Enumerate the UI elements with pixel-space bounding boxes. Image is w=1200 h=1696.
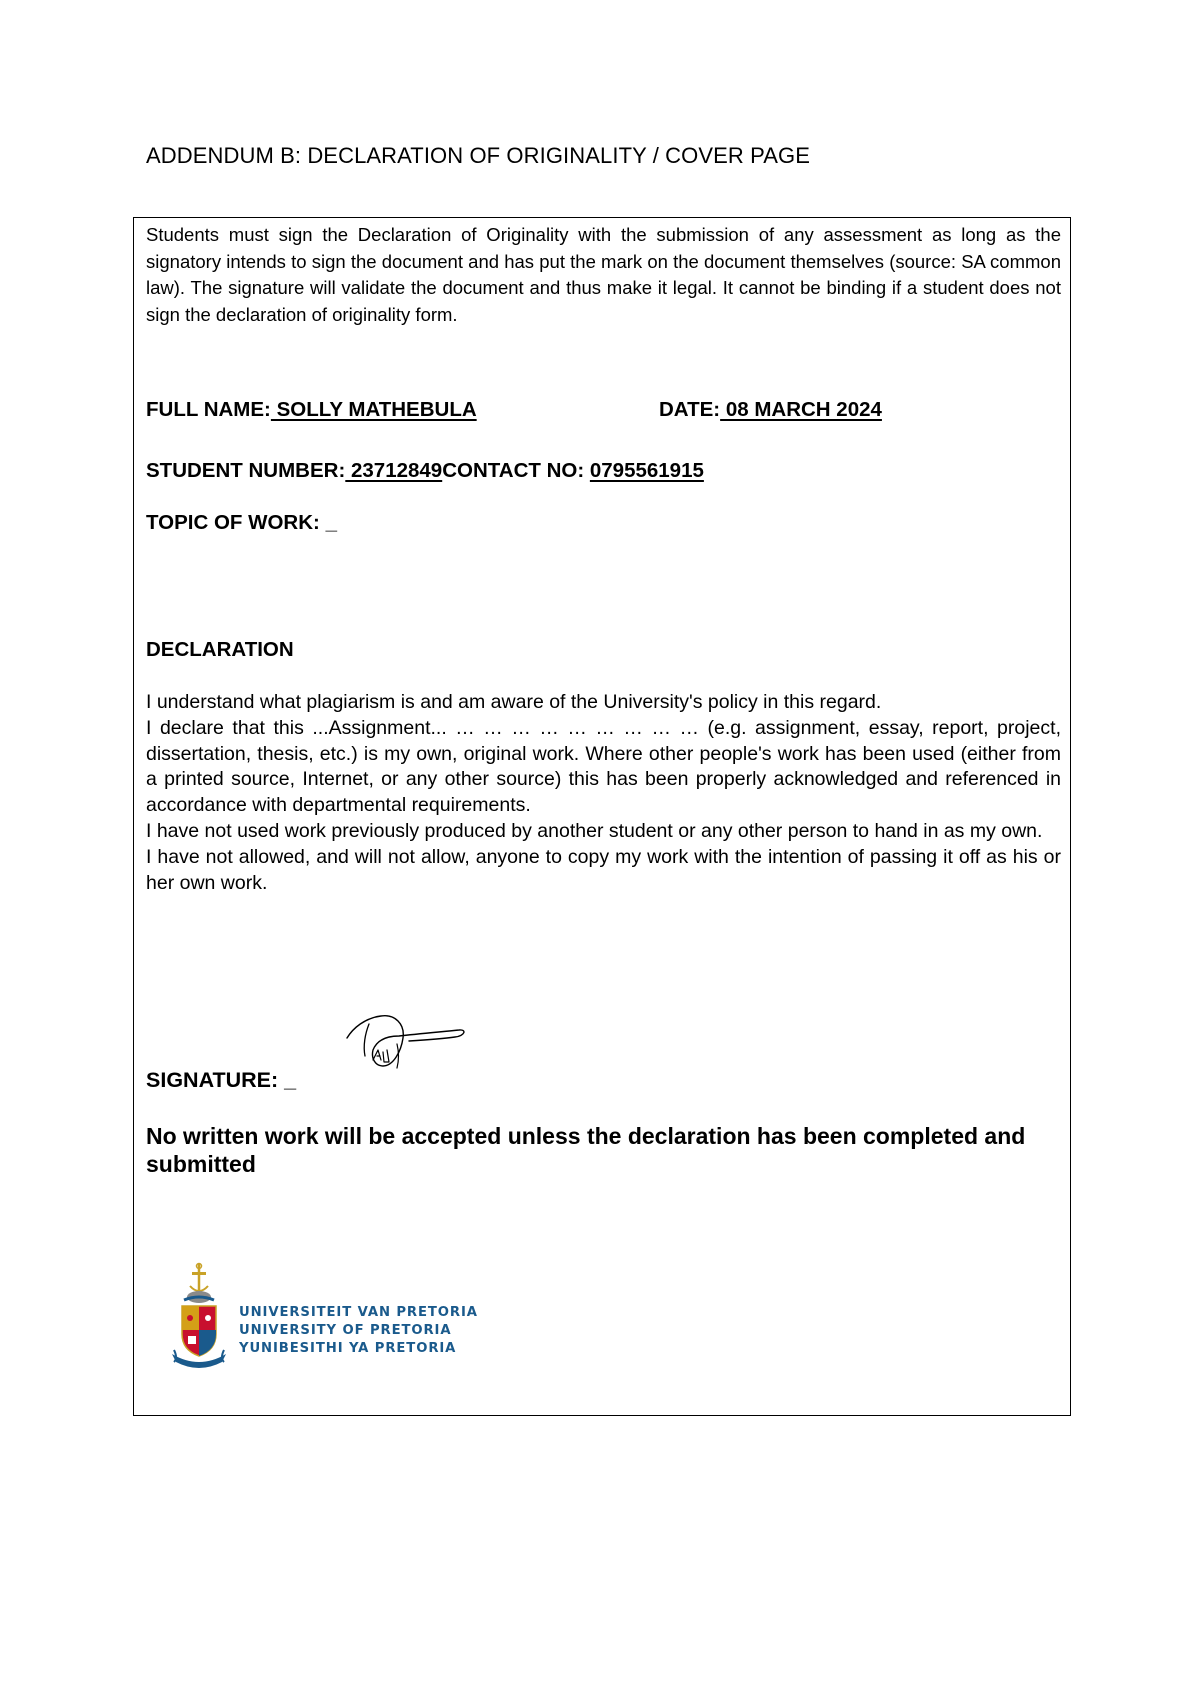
intro-paragraph: Students must sign the Declaration of Originality with the submission of any assessment as long as the signatory intends to sign the document and has put the mark on the document themselves (source: SA common law). The signature will validate the document and thus make it legal. It cannot be binding if a student does not sign the declaration of originality form. <box>146 224 1061 325</box>
declaration-paragraph: I declare that this ...Assignment... … … … … … … … … … (e.g. assignment, essay, report, project, dissertation, thesis, etc.) is my own, original work. Where other people's work has been used (either from a printed source, Internet, or any other source) this has been properly acknowledged and referenced in accordance with departmental requirements. <box>146 716 1061 817</box>
contact-value: 0795561915 <box>589 459 704 482</box>
date-row <box>659 398 882 422</box>
full-name-row <box>146 398 477 422</box>
contact-label: CONTACT NO: <box>442 459 585 482</box>
signature-label: SIGNATURE: _ <box>146 1068 297 1092</box>
topic-row <box>146 511 337 535</box>
full-name-value: SOLLY MATHEBULA <box>270 398 477 421</box>
university-crest-icon <box>170 1262 228 1370</box>
date-label: DATE: <box>659 398 721 421</box>
declaration-paragraph: I have not allowed, and will not allow, anyone to copy my work with the intention of passing it off as his or her own work. <box>146 845 1061 894</box>
declaration-paragraph: I have not used work previously produced by another student or any other person to hand in as my own. <box>146 819 1043 842</box>
student-number-value: 23712849 <box>345 459 443 482</box>
topic-value: _ <box>319 511 337 534</box>
declaration-body <box>146 690 1061 896</box>
declaration-paragraph: I understand what plagiarism is and am aware of the University's policy in this regard. <box>146 691 882 713</box>
declaration-heading: DECLARATION <box>146 638 294 661</box>
topic-label: TOPIC OF WORK: <box>146 511 320 534</box>
university-name-english: UNIVERSITY OF PRETORIA <box>239 1323 452 1338</box>
student-number-row <box>146 459 704 483</box>
university-name-text <box>239 1304 478 1358</box>
university-name-sepedi: YUNIBESITHI YA PRETORIA <box>239 1341 457 1356</box>
university-logo <box>170 1262 478 1372</box>
page-title: ADDENDUM B: DECLARATION OF ORIGINALITY / COVER PAGE <box>146 143 810 168</box>
full-name-label: FULL NAME: <box>146 398 271 421</box>
submission-notice: No written work will be accepted unless the declaration has been completed and submitted <box>146 1123 1026 1177</box>
date-value: 08 MARCH 2024 <box>720 398 882 421</box>
handwritten-signature <box>343 1010 468 1072</box>
student-number-label: STUDENT NUMBER: <box>146 459 346 482</box>
university-name-afrikaans: UNIVERSITEIT VAN PRETORIA <box>239 1305 478 1320</box>
